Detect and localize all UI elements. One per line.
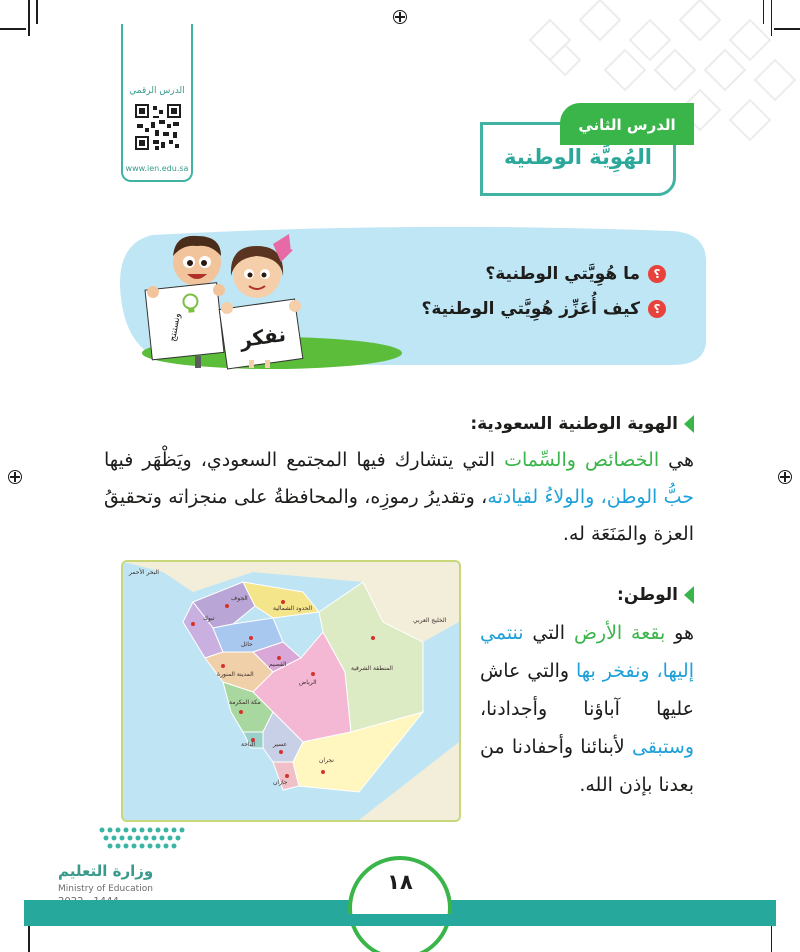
map-graphic xyxy=(123,562,459,820)
registration-mark-icon xyxy=(778,470,792,484)
digital-lesson-url[interactable]: www.ien.edu.sa xyxy=(125,164,189,173)
digital-lesson-label: الدرس الرقمي xyxy=(129,86,185,96)
map-sea-label: البحر الأحمر xyxy=(129,569,159,576)
map-region-label: القصيم xyxy=(269,661,287,668)
homeland-highlight: وستبقى xyxy=(631,736,694,758)
lesson-number-label: الدرس الثاني xyxy=(560,103,694,145)
question-1 xyxy=(485,264,666,284)
map-region-label: مكة المكرمة xyxy=(229,699,261,706)
homeland-heading-text: الوطن: xyxy=(617,585,678,605)
map-region-label: الجوف xyxy=(231,595,248,602)
crop-mark xyxy=(0,28,26,30)
homeland-text: هو xyxy=(665,622,695,644)
page-number: ١٨ xyxy=(387,870,413,894)
map-region-label: حائل xyxy=(241,641,253,648)
chevron-left-icon xyxy=(684,586,694,604)
map-region-label: المنطقة الشرقية xyxy=(351,665,393,672)
identity-highlight: حبُّ الوطن، والولاءُ لقيادته xyxy=(487,486,694,508)
conclude-sign: ونستنتج xyxy=(168,312,183,343)
identity-text: هي xyxy=(659,449,694,471)
registration-mark-icon xyxy=(8,470,22,484)
footer-bar-overlay xyxy=(24,914,776,926)
homeland-paragraph xyxy=(480,614,694,804)
homeland-highlight: بقعة الأرض xyxy=(573,622,666,644)
identity-highlight: الخصائص والسِّمات xyxy=(504,449,660,471)
saudi-regions-map xyxy=(121,560,461,822)
kids-illustration xyxy=(135,230,315,375)
crop-mark xyxy=(28,0,30,36)
ministry-name-english: Ministry of Education xyxy=(58,884,153,894)
lesson-title: الهُوِيَّة الوطنية xyxy=(504,145,652,169)
homeland-heading xyxy=(617,585,694,605)
crop-mark xyxy=(36,0,38,24)
identity-text: التي يتشارك فيها المجتمع السعودي، ويَظْهَر فيها xyxy=(104,449,505,471)
question-bullet-icon: ؟ xyxy=(648,300,666,318)
ministry-name-arabic: وزارة التعليم xyxy=(58,862,154,880)
map-region-label: الباحة xyxy=(241,741,256,748)
registration-mark-icon xyxy=(393,10,407,24)
digital-lesson-card[interactable] xyxy=(121,24,193,182)
qr-code-icon[interactable] xyxy=(133,102,183,152)
map-region-label: تبوك xyxy=(203,615,215,622)
identity-heading xyxy=(470,414,694,434)
homeland-text: التي xyxy=(523,622,574,644)
identity-text: ، وتقديرُ رموزِه، والمحافظةُ على منجزاته وتحقيقُ العزة والمَنَعَة له. xyxy=(104,486,694,545)
homeland-highlight: ننتمي إليها، ونفخر بها xyxy=(480,622,694,682)
map-region-label: المدينة المنورة xyxy=(217,671,254,678)
question-2 xyxy=(421,299,666,319)
identity-paragraph xyxy=(104,442,694,553)
map-region-label: نجران xyxy=(319,757,334,764)
homeland-text: لأبنائنا وأحفادنا من بعدنا بإذن الله. xyxy=(480,736,694,796)
question-text: ما هُوِيَّتي الوطنية؟ xyxy=(485,264,640,284)
crop-mark xyxy=(771,922,773,952)
think-sign: نفكر xyxy=(238,321,288,353)
crop-mark xyxy=(28,922,30,952)
question-text: كيف أُعَزِّز هُوِيَّتي الوطنية؟ xyxy=(421,299,640,319)
map-region-label: الحدود الشمالية xyxy=(273,605,312,612)
map-sea-label: الخليج العربي xyxy=(413,617,447,624)
question-bullet-icon: ؟ xyxy=(648,265,666,283)
homeland-text: والتي عاش عليها آباؤنا وأجدادنا، xyxy=(480,660,694,720)
map-region-label: عسير xyxy=(273,741,288,748)
identity-heading-text: الهوية الوطنية السعودية: xyxy=(470,414,678,434)
map-region-label: جازان xyxy=(273,779,288,786)
chevron-left-icon xyxy=(684,415,694,433)
map-region-label: الرياض xyxy=(299,679,317,686)
